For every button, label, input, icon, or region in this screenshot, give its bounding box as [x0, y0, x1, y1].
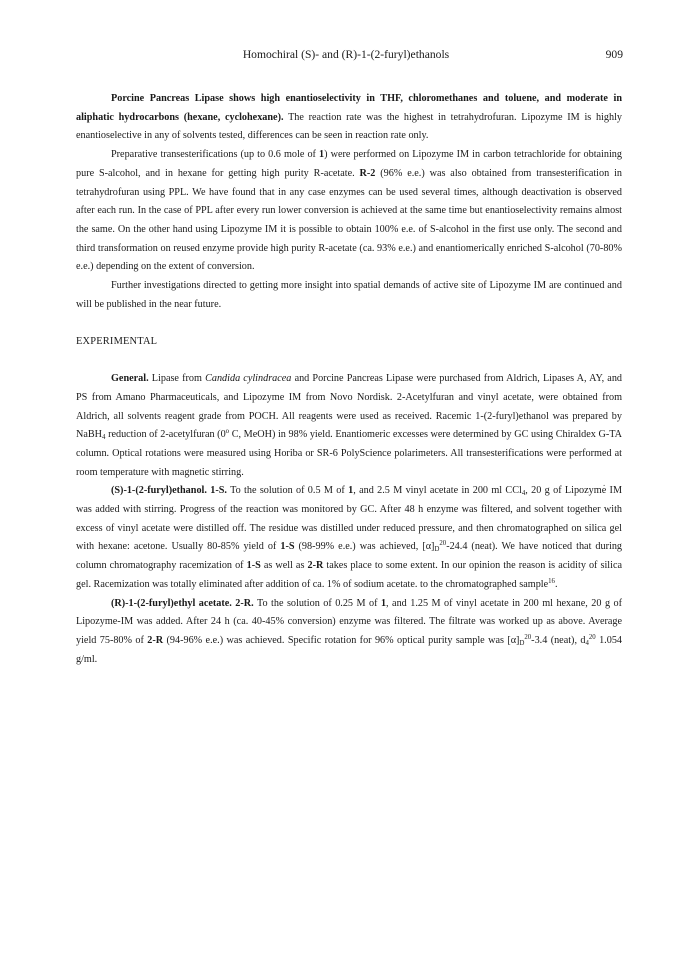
text: as well as: [263, 560, 305, 572]
superscript: 20: [524, 633, 532, 641]
text: and Porcine Pancreas Lipase were purchased from Aldrich, Lipases A, AY, and PS from Amano Pharmaceuticals, and Lipozyme IM from Novo Nordisk. 2-Acetylfuran and vinyl acetate, were obtained from Aldrich, all solvents reagent grade from POCH. All reagents were used as received. Racemic 1-(2-furyl)ethanol was prepared by NaBH: [76, 373, 623, 441]
text: -24.4 (neat). We have noticed that during column chromatography racemization of: [76, 541, 623, 572]
compound-ref: R-2: [359, 167, 376, 179]
subscript: 4: [585, 639, 589, 647]
superscript: 20: [439, 540, 447, 548]
paragraph-preparative: [76, 146, 622, 277]
subscript: D: [434, 546, 440, 554]
paragraph-enzyme-selectivity: [76, 90, 622, 146]
reference-number: 16: [548, 577, 555, 585]
text: To the solution of 0.5 M of: [230, 485, 345, 497]
text: To the solution of 0.25 M of: [256, 597, 378, 609]
subscript: 4: [521, 490, 526, 498]
text: 1.054 g/ml.: [76, 634, 622, 665]
compound-ref: 2-R: [147, 634, 164, 646]
compound-ref: 1-S: [280, 541, 295, 553]
text: , and 2.5 M vinyl acetate in 200 ml CCl: [353, 485, 522, 497]
paragraph-general: [76, 370, 622, 482]
species-name: Candida cylindracea: [205, 373, 292, 385]
paragraph-further-work: Further investigations directed to getting more insight into spatial demands of active site of Lipozyme IM are continued and will be published in the near future.: [76, 280, 622, 310]
run-in-heading: (S)-1-(2-furyl)ethanol. 1-S.: [111, 485, 227, 497]
superscript: o: [225, 428, 230, 436]
sentence: The reaction rate was the highest in tetrahydrofuran. Lipozyme IM is highly enantioselective in any of solvents tested, differences can be seen in reaction rate only.: [76, 111, 623, 142]
paragraph-s-alcohol: [76, 482, 622, 594]
text: ) were performed on Lipozyme IM in carbon tetrachloride for obtaining pure S-alcohol, and in hexane for getting high purity R-acetate.: [76, 149, 622, 179]
stray-mark: .: [603, 478, 606, 488]
text: C, MeOH) in 98% yield. Enantiomeric excesses were determined by GC using Chiraldex G-TA column. Optical rotations were measured using Horiba or SR-6 PolyScience polarimeters. All transesterifications were performed at room temperature with magnetic stirring.: [76, 429, 622, 478]
superscript: 20: [588, 633, 596, 641]
paragraph-r-acetate: [76, 595, 622, 670]
running-title: Homochiral (S)- and (R)-1-(2-furyl)ethanols: [242, 48, 450, 61]
page-number: 909: [605, 48, 623, 61]
subscript: 4: [102, 434, 106, 442]
compound-ref: 1: [348, 485, 354, 497]
article-body: [76, 90, 622, 669]
run-in-heading: General.: [111, 373, 149, 385]
compound-ref: 1-S: [246, 560, 261, 572]
compound-ref: 1: [380, 597, 387, 609]
text: (96% e.e.) was also obtained from transesterification in tetrahydrofuran using PPL. We have found that in any case enzymes can be used several times, although deactivation is observed after each run. In the case of PPL after every run lower conversion is achieved at the same time but enantioselectivity remains almost the same. On the other hand using Lipozyme IM it is possible to obtain 100% e.e. of S-alcohol in the first use only. The second and third transformation on reused enzyme provide high purity R-acetate (ca. 93% e.e.) and enantiomerically enriched S-alcohol (70-80% e.e.) depending on the extent of conversion.: [76, 167, 622, 273]
running-head: [0, 47, 692, 63]
compound-ref: 1: [319, 149, 325, 161]
subscript: D: [519, 639, 525, 647]
bold-sentence: Porcine Pancreas Lipase shows high enantioselectivity in THF, chloromethanes and toluene, and moderate in aliphatic hydrocarbons (hexane, cyclohexane).: [76, 93, 622, 123]
run-in-heading: (R)-1-(2-furyl)ethyl acetate. 2-R.: [111, 597, 254, 609]
text: reduction of 2-acetylfuran (0: [108, 429, 226, 441]
text: (94-96% e.e.) was achieved. Specific rotation for 96% optical purity sample was [α]: [166, 634, 520, 646]
text: , 20 g of Lipozyme IM was added with stirring. Progress of the reaction was monitored by GC. After 48 h enzyme was filtered, and solvent together with excess of vinyl acetate were distilled off. The residue was distilled under reduced pressure, and then chromatographed on silica gel with hexane: acetone. Usually 80-85% yield of: [76, 485, 623, 553]
text: takes place to some extent. In our opinion the reason is acidity of silica gel. Racemization was totally eliminated after addition of ca. 1% of sodium acetate. to the chromatographed sample: [76, 560, 622, 590]
compound-ref: 2-R: [307, 560, 324, 572]
spacer: [76, 352, 622, 371]
text: Lipase from: [151, 373, 202, 385]
text: (98-99% e.e.) was achieved, [α]: [298, 541, 435, 553]
text: Preparative transesterifications (up to 0.6 mole of: [111, 149, 316, 161]
spacer: [76, 314, 622, 333]
section-heading: EXPERIMENTAL: [76, 335, 158, 347]
text: -3.4 (neat), d: [531, 634, 586, 646]
text: .: [554, 578, 558, 590]
text: , and 1.25 M of vinyl acetate in 200 ml hexane, 20 g of Lipozyme-IM was added. After 24 h (ca. 40-45% conversion) enzyme was filtered. The filtrate was worked up as above. Average yield 75-80% of: [76, 597, 622, 646]
